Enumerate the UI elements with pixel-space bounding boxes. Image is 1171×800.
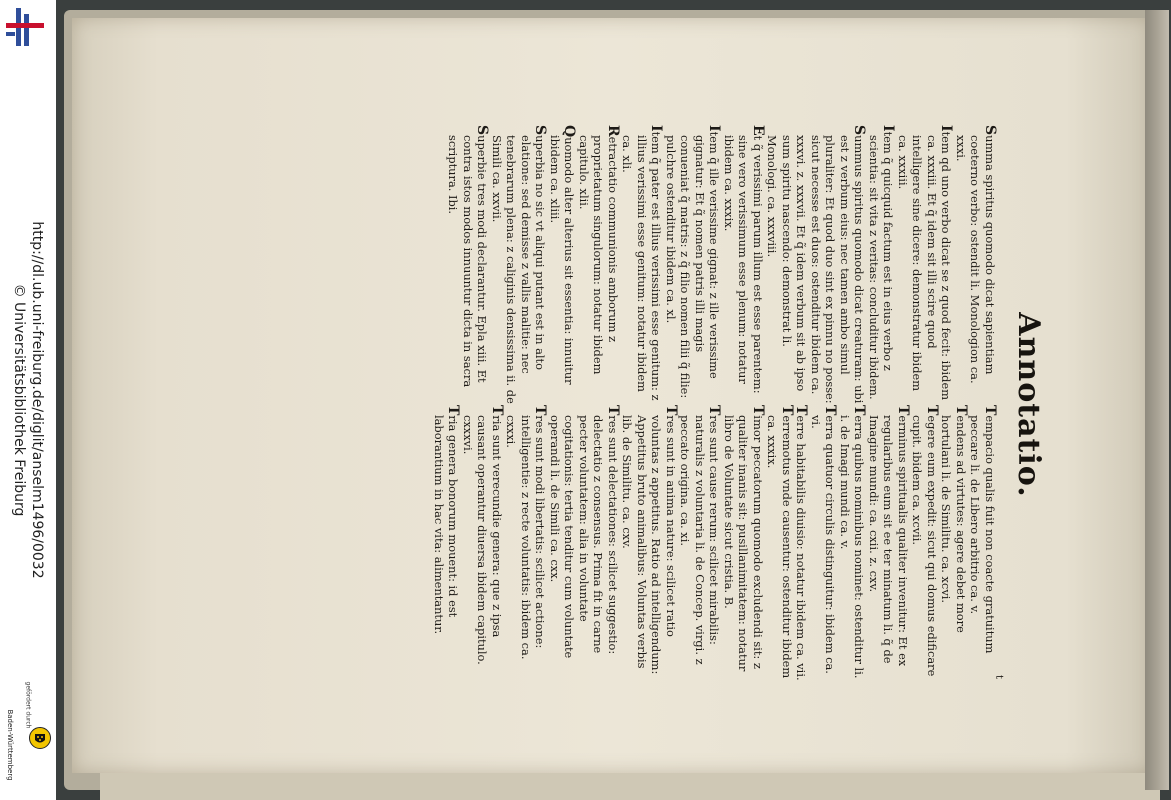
- index-entry: Timor peccatorum quomodo excludendi sit: z qualiter inanis sit: pusillanimitatem: notatur libro de Voluntate sicut cristia. B.: [722, 405, 766, 672]
- index-entry: Tres sunt cause rerum: scilicet mirabilis: naturalis z voluntaria li. de Concep. virgi. z peccato origina. ca. xi.: [678, 405, 723, 665]
- index-entry: Terra quatuor circulis distinguitur: ibidem ca. vi.: [809, 405, 839, 674]
- viewer-sidebar: [0, 0, 57, 800]
- underlying-page: [100, 770, 1160, 800]
- index-entry: Terremotus vnde causentur: ostenditur ibidem ca. xxxix.: [765, 405, 795, 679]
- index-entry: Item q̃ ille verissime gignat: z ille verissime gignatur: Et q̃ nomen patris illi magis conueniat q̃ matris: z q̃ filio nomen filii q̃ filie: pulchre ostenditur ibidem ca. xl.: [664, 125, 723, 399]
- funder-name: Baden-Württemberg: [6, 709, 14, 781]
- index-entry: Tendens ad virtutes: agere debet more hortulani li. de Similitu. ca. xcvi.: [939, 405, 969, 633]
- book-gutter: [1145, 10, 1169, 790]
- index-entry: Superbia no sic vt aliqui putant est in alto elatione: sed demisse z vallis malitie: nec tenebrarum plena: z caliginis densissima ii. de Simili ca. xxvii.: [490, 125, 549, 404]
- index-entry: Et q̃ verissimi parum illum est esse parentem: sine vero verissimum esse plenum: notatur ibidem ca. xxxix.: [722, 125, 766, 394]
- index-entry: Summa spiritus quomodo dicat sapientiam coeterno verbo: ostendit li. Monologion ca. xxxi.: [954, 125, 998, 384]
- index-entry: Tres sunt in anima nature: scilicet ratio voluntas z appetitus. Ratio ad intelligendum: Appetitus bruto animalibus: Voluntas verbis lib. de Similitu. ca. cxv.: [620, 405, 679, 675]
- index-entry: Superbie tres modi declarantur. Epla xiii. Et contra istos modos innuuntur dicta in sacra scriptura. Ibi.: [446, 125, 491, 388]
- index-entry: Summus spiritus quomodo dicat creaturam: ubi est z verbum eius: nec tamen ambo simul pluraliter: Et quod duo sint ex pinnu no posse: sicut necesse est duos: ostenditur ibidem ca. xxxvi. z. xxxvii. Et q̃ idem verbum sit ab ipso sum spiritu nascendo: demonstrat li. Monologi. ca. xxxviii.: [765, 125, 868, 404]
- index-entry: Tria sunt verecundie genera: que z ipsa causant operantur diuersa ibidem capitulo. cxxxvi.: [461, 405, 505, 665]
- folio-mark: t: [993, 674, 1004, 679]
- index-entry: Item qd uno verbo dicat se z quod fecit: ibidem ca. xxxiii. Et q̃ idem sit illi scire quod intelligere sine dicere: demonstratur ibidem ca. xxxiii.: [896, 125, 955, 401]
- index-entry: Terre habitabilis diuisio: notatur ibidem ca. vii.: [793, 405, 810, 681]
- index-entry: Tempacio qualis fuit non coacte gratuitum peccare li. de Libero arbitrio ca. v.: [968, 405, 998, 654]
- index-entry: Tres sunt delectationes: scilicet suggestio: delectatio z consensus. Prima fit in carne pecter voluntatem: alia in voluntate cogitationis: tertia tenditur cum voluntate operandi li. de Simili ca. cxx.: [548, 405, 621, 659]
- index-entry: Tria genera bonorum mouent: id est laborantium in hac vita: alimentantur.: [432, 405, 462, 635]
- attribution-text: [10, 221, 46, 578]
- coat-of-arms-icon: [29, 727, 51, 749]
- index-entry: Item q̃ pater est illius verissimi esse genitum: z illius verissimi esse genitum: notatur ibidem ca. xli.: [620, 125, 665, 401]
- right-column: [432, 405, 998, 685]
- index-entry: Quomodo alter alterius sit essentia: innuitur ibidem ca. xliii.: [548, 125, 578, 385]
- library-logo-icon[interactable]: [3, 6, 45, 48]
- index-entry: Retractatio communionis amborum z proprietatum singulorum: notatur ibidem capitulo. xlii.: [577, 125, 621, 375]
- index-entry: Tegere eum expedit: sicut qui domus edificare cupit. ibidem ca. xcvii.: [910, 405, 940, 677]
- index-entry: Tres sunt modi libertatis: scilicet actione: intelligentie: z recte voluntatis: ibidem ca. cxxxi.: [504, 405, 549, 660]
- index-entry: Item q̃ quicquid factum est in eius verbo z scientia: sit vita z veritas: concluditur ibidem.: [867, 125, 897, 400]
- text-columns: [432, 125, 998, 685]
- left-column: [432, 125, 998, 405]
- copyright-notice: © Universitätsbibliothek Freiburg: [11, 283, 27, 517]
- printed-text-block: [265, 125, 1045, 685]
- page-heading: Annotatio.: [1011, 312, 1046, 498]
- funder-label: gefördert durch: [24, 681, 32, 729]
- page-url[interactable]: http://dl.ub.uni-freiburg.de/diglit/anselm1496/0032: [29, 221, 45, 579]
- index-entry: Terra quibus nominibus nominet: ostenditur li. i. de Imagi mundi ca. v.: [838, 405, 868, 679]
- index-entry: Terminus spiritualis qualiter invenitur: Et ex regularibus eum sit ee ter minatum li. q̃ de Imagine mundi: ca. cxii. z. cxv.: [867, 405, 911, 667]
